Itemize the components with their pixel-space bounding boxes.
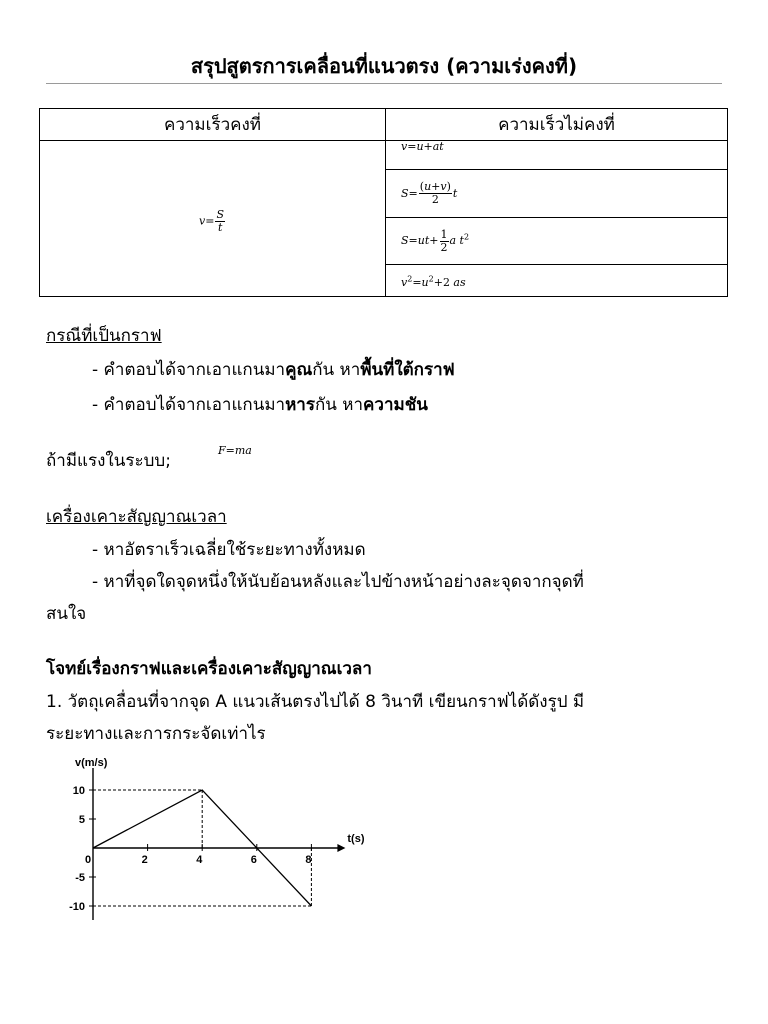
x-tick-label: 4 (196, 854, 203, 866)
y-axis-label: v(m/s) (75, 757, 108, 769)
force-formula: F=ma (218, 444, 252, 457)
x-axis-arrow (337, 844, 345, 852)
graph-case-heading: กรณีที่เป็นกราฟ (46, 326, 162, 346)
ticker-line-2: - หาที่จุดใดจุดหนึ่งให้นับย้อนหลังและไปข้างหน้าอย่างละจุดจากจุดที่ (92, 572, 584, 592)
header-variable-velocity: ความเร็วไม่คงที่ (386, 109, 728, 141)
graph-case-line-1: - คำตอบได้จากเอาแกนมาคูณกัน หาพื้นที่ใต้กราฟ (92, 360, 455, 380)
x-axis-label: t(s) (347, 833, 365, 845)
ticker-heading: เครื่องเคาะสัญญาณเวลา (46, 507, 227, 527)
x-tick-label: 2 (141, 854, 148, 866)
y-tick-label: -10 (69, 901, 85, 913)
formula-v-squared: $v^2=u^2+2$ as (401, 274, 466, 289)
constant-velocity-formula: v= $\frac{S}{t}$ (199, 208, 224, 234)
question-1-line-1: 1. วัตถุเคลื่อนที่จากจุด A แนวเส้นตรงไปได้ 8 วินาที เขียนกราฟได้ดังรูป มี (46, 692, 585, 712)
formula-s-ut: S=ut+ $\frac{1}{2}$ a $t^2$ (401, 227, 470, 254)
header-constant-velocity: ความเร็วคงที่ (40, 109, 386, 141)
y-tick-label: -5 (75, 872, 85, 884)
page-title: สรุปสูตรการเคลื่อนที่แนวตรง (ความเร่งคงที่) (190, 54, 578, 78)
graph-case-line-2: - คำตอบได้จากเอาแกนมาหารกัน หาความชัน (92, 395, 428, 415)
y-tick-label: 5 (78, 814, 85, 826)
y-tick-label: 10 (72, 785, 85, 797)
exercise-heading: โจทย์เรื่องกราฟและเครื่องเคาะสัญญาณเวลา (46, 659, 372, 679)
formula-s-average: S= $\frac{(u+v)}{2}$ t (401, 180, 458, 206)
question-1-line-2: ระยะทางและการกระจัดเท่าไร (46, 724, 266, 744)
formula-v-u-at: v=u+at (401, 140, 444, 153)
ticker-line-3: สนใจ (46, 604, 87, 624)
x-tick-label: 0 (85, 854, 92, 866)
x-tick-label: 6 (250, 854, 257, 866)
x-tick-label: 8 (305, 854, 312, 866)
ticker-line-1: - หาอัตราเร็วเฉลี่ยใช้ระยะทางทั้งหมด (92, 540, 366, 560)
force-label: ถ้ามีแรงในระบบ; (46, 451, 171, 471)
